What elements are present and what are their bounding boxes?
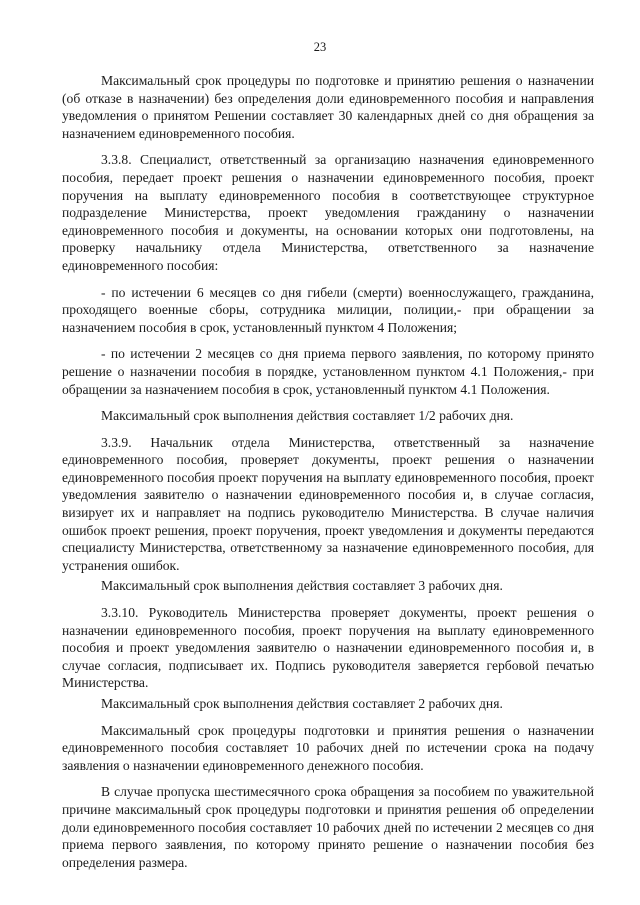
paragraph-max-term-no-share: Максимальный срок процедуры по подготовке и принятию решения о назначении (об отказе в назначении) без определения доли единовременного пособия и направления уведомления о принятом Решении составляет 30 календарных дней со дня обращения за назначением единовременного пособия. [62, 73, 594, 141]
paragraph-max-term-10-days: Максимальный срок процедуры подготовки и принятия решения о назначении единовременного пособия составляет 10 рабочих дней по истечении срока на подачу заявления о назначении единовременного денежного пособия. [62, 722, 594, 773]
page-number: 23 [313, 40, 327, 54]
paragraph-max-term-2-days: Максимальный срок выполнения действия составляет 2 рабочих дня. [101, 696, 503, 711]
document-body [62, 72, 594, 871]
paragraph-condition-2-months: - по истечении 2 месяцев со дня приема первого заявления, по которому принято решение о назначении пособия в порядке, установленном пунктом 4.1 Положения,- при обращении за назначением пособия в срок, установленный пунктом 4.1 Положения. [62, 346, 594, 397]
paragraph-3-3-10: 3.3.10. Руководитель Министерства проверяет документы, проект решения о назначении единовременного пособия, проект поручения на выплату единовременного пособия и проект уведомления заявителю о назначении единовременного пособия и, в случае согласия, подписывает их. Подпись руководителя заверяется гербовой печатью Министерства. [62, 605, 594, 691]
paragraph-missed-deadline: В случае пропуска шестимесячного срока обращения за пособием по уважительной причине максимальный срок процедуры подготовки и принятия решения об определении доли единовременного пособия составляет 10 рабочих дней по истечении 2 месяцев со дня приема первого заявления, по которому принято решение о назначении пособия без определения размера. [62, 784, 594, 870]
paragraph-3-3-9: 3.3.9. Начальник отдела Министерства, ответственный за назначение единовременного пособия, проверяет документы, проект решения о назначении единовременного пособия проект поручения на выплату единовременного пособия, проект уведомления заявителю о назначении единовременного пособия и, в случае согласия, визирует их и направляет на подпись руководителю Министерства. В случае наличия ошибок проект решения, проект поручения, проект уведомления и документы передаются специалисту Министерства, ответственному за назначение единовременного пособия, для устранения ошибок. [62, 434, 594, 573]
paragraph-3-3-8: 3.3.8. Специалист, ответственный за организацию назначения единовременного пособия, передает проект решения о назначении единовременного пособия, проект поручения на выплату единовременного пособия в соответствующее структурное подразделение Министерства, проект уведомления гражданину о назначении единовременного пособия и документы, на основании которых они подготовлены, на проверку начальнику отдела Министерства, ответственного за назначение единовременного пособия: [62, 152, 594, 273]
paragraph-max-term-half-day: Максимальный срок выполнения действия составляет 1/2 рабочих дня. [101, 408, 514, 424]
paragraph-condition-6-months: - по истечении 6 месяцев со дня гибели (смерти) военнослужащего, гражданина, проходящего военные сборы, сотрудника милиции, полиции,- при обращении за назначением пособия в срок, установленный пунктом 4 Положения; [62, 284, 594, 335]
paragraph-max-term-3-days: Максимальный срок выполнения действия составляет 3 рабочих дня. [101, 578, 503, 594]
